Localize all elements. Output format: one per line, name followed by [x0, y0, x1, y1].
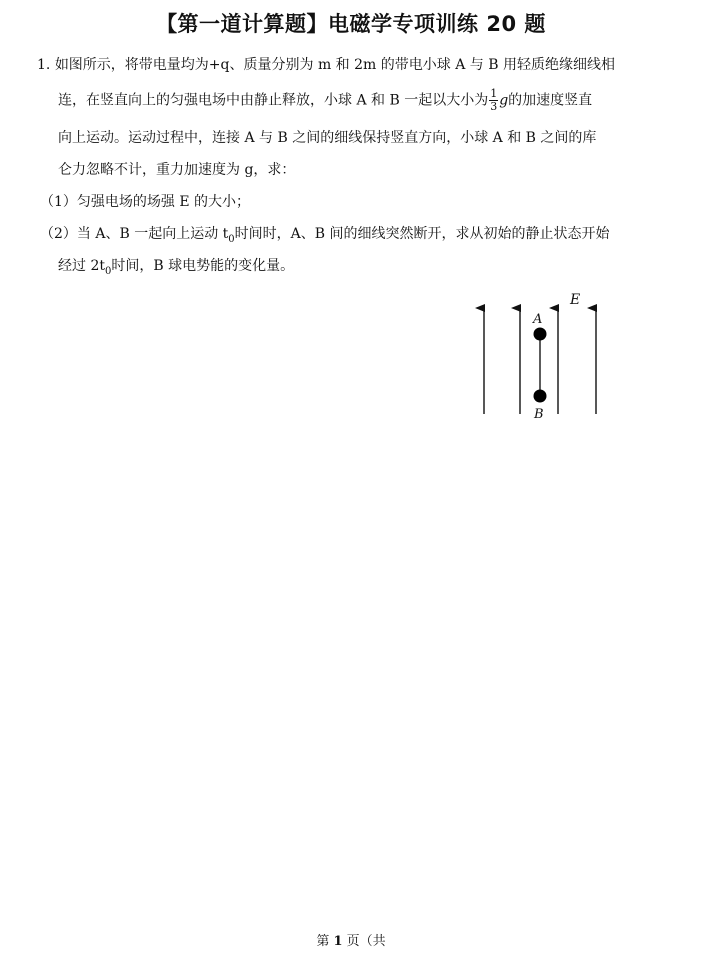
part-3-text-b: 时间，B 球电势能的变化量。 — [111, 258, 295, 274]
question-text-2a: 连，在竖直向上的匀强电场中由静止释放，小球 A 和 B 一起以大小为 — [58, 92, 489, 109]
fraction-variable: g — [499, 92, 509, 109]
question-text-1: 如图所示，将带电量均为+q、质量分别为 m 和 2m 的带电小球 A 与 B 用轻质绝缘细线相 — [54, 57, 615, 73]
part-2-text-a: （2）当 A、B 一起向上运动 t — [40, 226, 229, 242]
part-3-text-a: 经过 2t — [58, 258, 105, 274]
ball-b-label: B — [534, 407, 544, 422]
fraction-numerator: 1 — [490, 87, 498, 100]
question-line-1 — [37, 55, 615, 75]
part-1-text: （1）匀强电场的场强 E 的大小； — [40, 194, 251, 210]
question-part-2-cont — [58, 256, 294, 282]
question-text-3: 向上运动。运动过程中，连接 A 与 B 之间的细线保持竖直方向，小球 A 和 B 之间的库 — [58, 130, 597, 146]
part-3-subscript: 0 — [104, 265, 112, 277]
question-line-4 — [58, 160, 295, 180]
footer-prefix: 第 — [316, 934, 330, 949]
question-part-1 — [40, 192, 250, 212]
question-line-3 — [58, 128, 596, 148]
ball-a — [534, 328, 547, 341]
question-part-2 — [40, 224, 610, 250]
fraction-one-third — [489, 88, 498, 113]
question-text-4: 仑力忽略不计，重力加速度为 g，求： — [58, 162, 296, 178]
part-2-text-b: 时间时，A、B 间的细线突然断开，求从初始的静止状态开始 — [234, 226, 610, 242]
ball-a-label: A — [533, 312, 543, 327]
electric-field-diagram — [470, 288, 610, 428]
question-number: 1. — [37, 57, 51, 73]
part-2-subscript: 0 — [228, 233, 235, 245]
ball-b — [534, 390, 547, 403]
page-footer — [0, 930, 702, 949]
footer-suffix: 页（共 — [346, 934, 386, 949]
page-title: 【第一道计算题】电磁学专项训练 20 题 — [156, 12, 546, 36]
question-line-2 — [58, 88, 592, 113]
fraction-denominator: 3 — [490, 100, 498, 113]
field-label-e: E — [570, 292, 581, 308]
footer-page-number: 1 — [333, 934, 343, 949]
question-text-2b: 的加速度竖直 — [508, 92, 593, 109]
